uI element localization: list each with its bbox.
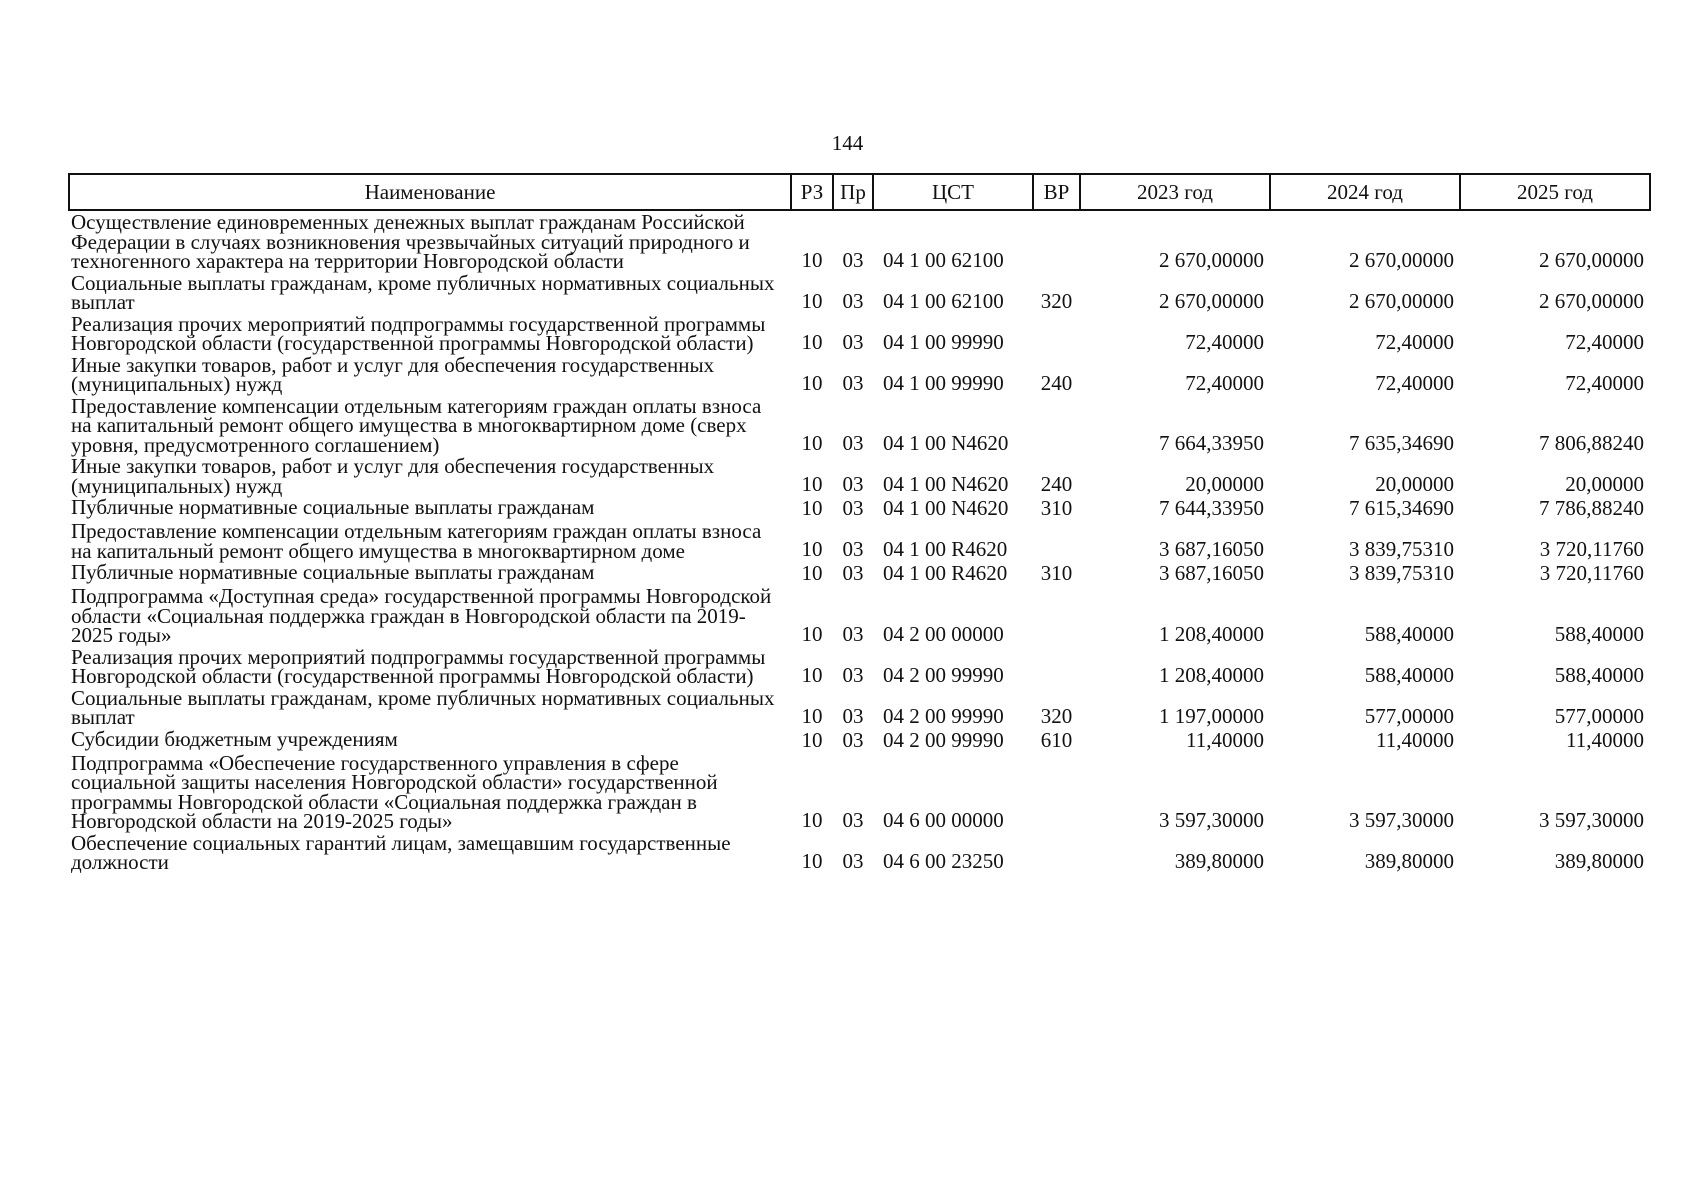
row-2024: 20,00000 xyxy=(1375,472,1454,496)
row-name: Публичные нормативные социальные выплаты гражданам xyxy=(71,495,595,519)
row-name: Реализация прочих мероприятий подпрограммы государственной программы Новгородской области (государственной программы Новгородской области) xyxy=(71,644,766,688)
row-pr: 03 xyxy=(842,662,864,687)
row-cst: 04 6 00 23250 xyxy=(883,848,1004,873)
row-2023: 1 208,40000 xyxy=(1159,621,1264,646)
row-name: Социальные выплаты гражданам, кроме публичных нормативных социальных выплат xyxy=(71,270,775,314)
header-rz: РЗ xyxy=(791,174,833,210)
row-2023: 2 670,00000 xyxy=(1159,247,1264,272)
row-2025: 20,00000 xyxy=(1565,472,1644,496)
row-2024: 3 839,75310 xyxy=(1349,537,1454,561)
row-2025: 3 720,11760 xyxy=(1539,561,1644,585)
header-2023: 2023 год xyxy=(1080,174,1270,210)
header-row xyxy=(69,174,1650,210)
table-row xyxy=(69,272,1650,313)
row-2023: 72,40000 xyxy=(1185,329,1264,354)
table-row xyxy=(69,210,1650,272)
row-cst: 04 1 00 99990 xyxy=(883,329,1004,354)
row-vr xyxy=(1033,646,1080,687)
header-vr: ВР xyxy=(1033,174,1080,210)
row-2025: 72,40000 xyxy=(1565,370,1644,395)
row-vr xyxy=(1033,585,1080,646)
row-name: Иные закупки товаров, работ и услуг для обеспечения государственных (муниципальных) нужд xyxy=(71,352,715,396)
row-rz: 10 xyxy=(801,247,823,272)
row-pr: 03 xyxy=(842,561,864,585)
table-row xyxy=(69,646,1650,687)
row-pr: 03 xyxy=(842,288,864,313)
row-2024: 7 615,34690 xyxy=(1349,496,1454,520)
row-2023: 72,40000 xyxy=(1185,370,1264,395)
row-rz: 10 xyxy=(801,662,823,687)
row-2025: 7 786,88240 xyxy=(1539,496,1644,520)
row-2025: 577,00000 xyxy=(1554,703,1644,728)
row-name: Осуществление единовременных денежных выплат гражданам Российской Федерации в случаях возникновения чрезвычайных ситуаций природного и техногенного характера на территории Новгородской области xyxy=(71,210,750,273)
row-2023: 389,80000 xyxy=(1174,848,1264,873)
row-cst: 04 1 00 99990 xyxy=(883,370,1004,395)
table-body xyxy=(69,210,1650,873)
row-2024: 577,00000 xyxy=(1364,703,1454,728)
row-2025: 2 670,00000 xyxy=(1539,247,1644,272)
row-2023: 1 208,40000 xyxy=(1159,662,1264,687)
table-row xyxy=(69,752,1650,832)
row-2023: 3 687,16050 xyxy=(1159,537,1264,561)
row-name: Реализация прочих мероприятий подпрограммы государственной программы Новгородской области (государственной программы Новгородской области) xyxy=(71,311,766,355)
header-name: Наименование xyxy=(69,174,791,210)
row-2023: 7 664,33950 xyxy=(1159,431,1264,455)
row-2024: 389,80000 xyxy=(1364,848,1454,873)
row-pr: 03 xyxy=(842,472,864,496)
row-pr: 03 xyxy=(842,370,864,395)
row-cst: 04 1 00 62100 xyxy=(883,247,1004,272)
row-2025: 2 670,00000 xyxy=(1539,288,1644,313)
row-name: Предоставление компенсации отдельным категориям граждан оплаты взноса на капитальный ремонт общего имущества в многоквартирном доме xyxy=(71,519,762,563)
table-row xyxy=(69,520,1650,561)
row-rz: 10 xyxy=(801,561,823,585)
budget-table-container xyxy=(68,173,1651,873)
row-rz: 10 xyxy=(801,537,823,561)
row-vr: 310 xyxy=(1040,496,1073,520)
row-name: Подпрограмма «Обеспечение государственного управления в сфере социальной защиты населения Новгородской области» государственной программы Новгородской области «Социальная поддержка граждан в Новгородской области на 2019-2025 годы» xyxy=(71,750,718,833)
table-row xyxy=(69,395,1650,456)
row-rz: 10 xyxy=(801,727,823,752)
row-cst: 04 2 00 99990 xyxy=(883,703,1004,728)
row-rz: 10 xyxy=(801,807,823,832)
row-2025: 3 720,11760 xyxy=(1539,537,1644,561)
page-number: 144 xyxy=(831,131,864,155)
row-2024: 3 839,75310 xyxy=(1349,561,1454,585)
table-row xyxy=(69,496,1650,520)
row-pr: 03 xyxy=(842,621,864,646)
row-2024: 3 597,30000 xyxy=(1349,807,1454,832)
row-vr: 610 xyxy=(1040,727,1073,752)
row-pr: 03 xyxy=(842,329,864,354)
header-2025: 2025 год xyxy=(1460,174,1650,210)
row-vr: 240 xyxy=(1040,370,1073,395)
row-cst: 04 6 00 00000 xyxy=(883,807,1004,832)
row-2025: 588,40000 xyxy=(1554,662,1644,687)
row-rz: 10 xyxy=(801,848,823,873)
row-pr: 03 xyxy=(842,496,864,520)
row-2024: 11,40000 xyxy=(1376,727,1454,752)
row-cst: 04 1 00 R4620 xyxy=(883,561,1008,585)
row-name: Публичные нормативные социальные выплаты гражданам xyxy=(71,560,595,584)
row-cst: 04 1 00 N4620 xyxy=(883,472,1009,496)
row-pr: 03 xyxy=(842,727,864,752)
row-pr: 03 xyxy=(842,431,864,455)
row-2025: 389,80000 xyxy=(1554,848,1644,873)
row-pr: 03 xyxy=(842,848,864,873)
row-2025: 588,40000 xyxy=(1554,621,1644,646)
row-name: Социальные выплаты гражданам, кроме публичных нормативных социальных выплат xyxy=(71,685,775,729)
row-name: Предоставление компенсации отдельным категориям граждан оплаты взноса на капитальный ремонт общего имущества в многоквартирном доме (сверх уровня, предусмотренного соглашением) xyxy=(71,393,762,457)
row-vr: 240 xyxy=(1040,472,1073,496)
table-row xyxy=(69,313,1650,354)
row-cst: 04 1 00 62100 xyxy=(883,288,1004,313)
row-cst: 04 2 00 99990 xyxy=(883,662,1004,687)
table-row xyxy=(69,728,1650,752)
row-pr: 03 xyxy=(842,807,864,832)
row-vr: 310 xyxy=(1040,561,1073,585)
row-rz: 10 xyxy=(801,472,823,496)
header-2024: 2024 год xyxy=(1270,174,1460,210)
row-vr xyxy=(1033,210,1080,272)
table-row xyxy=(69,455,1650,496)
table-row xyxy=(69,354,1650,395)
row-vr: 320 xyxy=(1040,288,1073,313)
row-vr xyxy=(1033,395,1080,456)
row-2024: 2 670,00000 xyxy=(1349,247,1454,272)
row-rz: 10 xyxy=(801,370,823,395)
row-2024: 588,40000 xyxy=(1364,662,1454,687)
row-2023: 7 644,33950 xyxy=(1159,496,1264,520)
row-pr: 03 xyxy=(842,703,864,728)
row-2023: 20,00000 xyxy=(1185,472,1264,496)
row-vr: 320 xyxy=(1040,703,1073,728)
row-pr: 03 xyxy=(842,247,864,272)
row-vr xyxy=(1033,752,1080,832)
row-cst: 04 1 00 N4620 xyxy=(883,431,1009,455)
budget-table xyxy=(68,173,1651,873)
row-vr xyxy=(1033,520,1080,561)
row-vr xyxy=(1033,832,1080,873)
header-cst: ЦСТ xyxy=(873,174,1033,210)
row-rz: 10 xyxy=(801,703,823,728)
row-2025: 11,40000 xyxy=(1566,727,1644,752)
row-2024: 72,40000 xyxy=(1375,329,1454,354)
row-2023: 1 197,00000 xyxy=(1159,703,1264,728)
row-name: Субсидии бюджетным учреждениям xyxy=(71,726,398,751)
row-2023: 3 597,30000 xyxy=(1159,807,1264,832)
row-2024: 2 670,00000 xyxy=(1349,288,1454,313)
row-cst: 04 2 00 99990 xyxy=(883,727,1004,752)
row-2023: 3 687,16050 xyxy=(1159,561,1264,585)
row-2025: 3 597,30000 xyxy=(1539,807,1644,832)
row-rz: 10 xyxy=(801,329,823,354)
row-cst: 04 1 00 N4620 xyxy=(883,496,1009,520)
row-name: Обеспечение социальных гарантий лицам, замещавшим государственные должности xyxy=(71,830,731,874)
row-rz: 10 xyxy=(801,621,823,646)
row-2023: 11,40000 xyxy=(1186,727,1264,752)
row-rz: 10 xyxy=(801,496,823,520)
row-pr: 03 xyxy=(842,537,864,561)
table-row xyxy=(69,687,1650,728)
row-rz: 10 xyxy=(801,431,823,455)
table-row xyxy=(69,561,1650,585)
row-2024: 588,40000 xyxy=(1364,621,1454,646)
row-name: Подпрограмма «Доступная среда» государственной программы Новгородской области «Социальная поддержка граждан в Новгородской области па 2019-2025 годы» xyxy=(71,584,772,647)
row-cst: 04 1 00 R4620 xyxy=(883,537,1008,561)
row-name: Иные закупки товаров, работ и услуг для обеспечения государственных (муниципальных) нужд xyxy=(71,454,715,498)
table-row xyxy=(69,832,1650,873)
table-row xyxy=(69,585,1650,646)
row-2023: 2 670,00000 xyxy=(1159,288,1264,313)
table-header xyxy=(69,174,1650,210)
row-2025: 7 806,88240 xyxy=(1539,431,1644,455)
header-pr: Пр xyxy=(833,174,873,210)
row-2024: 72,40000 xyxy=(1375,370,1454,395)
row-vr xyxy=(1033,313,1080,354)
row-cst: 04 2 00 00000 xyxy=(883,621,1004,646)
row-2024: 7 635,34690 xyxy=(1349,431,1454,455)
row-2025: 72,40000 xyxy=(1565,329,1644,354)
row-rz: 10 xyxy=(801,288,823,313)
